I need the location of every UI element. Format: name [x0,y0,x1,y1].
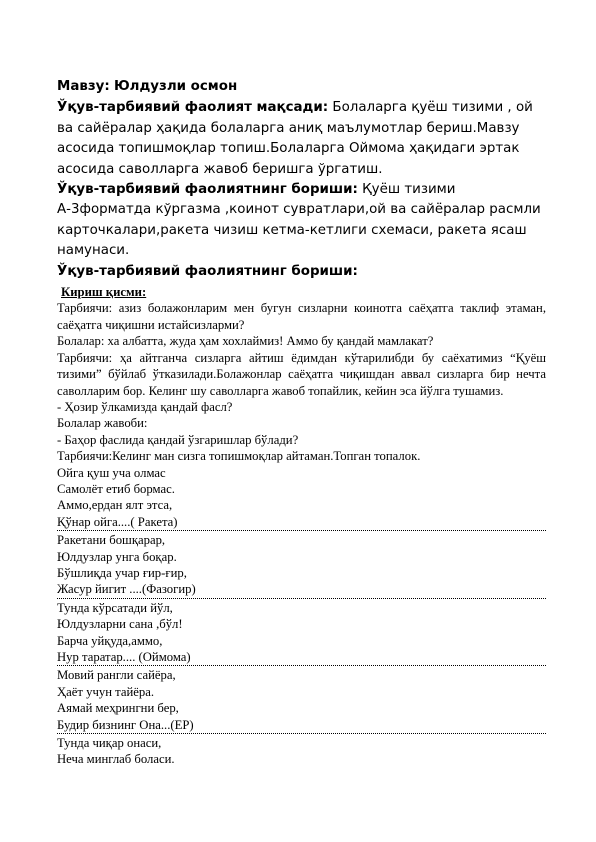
riddle-line: Ҳаёт учун тайёра. [57,684,155,699]
children-answer: Болалар жавоби: [57,416,148,431]
riddle-line: Неча минглаб боласи. [57,752,175,767]
riddle-line: Жасур йигит ....(Фазогир) [57,582,196,597]
goal-label: Ўқув-тарбиявий фаолият мақсади: [57,100,329,116]
riddle-line: Нур таратар.... (Оймома) [57,650,191,664]
riddle-line: Бўшлиқда учар ғир-ғир, [57,565,187,580]
riddle-line: Аммо,ердан ялт этса, [57,498,173,513]
teacher-paragraph-2: Тарбиячи: ҳа айтганча сизларга айтиш ёдимдан кўтарилибди бу саёхатимиз “Қуёш тизими” бўйлаб ўтказилади.Болажонлар саёҳатга чиқишдан аввал сизларга бир нечта саволларим бор. Келинг шу саволларга жавоб топайлик, кейин эса йўлга тушамиз. [57,350,546,398]
riddle-line: Аямай меҳрингни бер, [57,701,179,716]
equipment-line-2: А-3форматда кўргазма ,коинот сувратлари,ой ва сайёралар расмли [57,202,541,218]
riddle-line: Мовий рангли сайёра, [57,668,176,683]
process-heading: Ўқув-тарбиявий фаолиятнинг бориши: [57,263,358,279]
riddle-line: Юлдузларни сана ,бўл! [57,617,183,632]
riddle-line: Будир бизнинг Она...(ЕР) [57,717,194,732]
riddle-line: Самолёт етиб бормас. [57,481,175,496]
goal-line-4: асосида саволларга жавоб беришга ўргатиш. [57,161,383,177]
topic-line [57,77,546,97]
riddle-earth [57,667,546,734]
lesson-header [57,77,546,282]
teacher-paragraph-1: Тарбиячи: азиз болажонларим мен бугун сизларни коинотга саёҳатга таклиф этаман, саёҳатга чиқишни истайсизларми? [57,301,546,332]
goal-line-3: асосида топишмоқлар топиш.Болаларга Оймома ҳақидаги эртак [57,141,520,157]
riddle-line: Ойга қуш уча олмас [57,465,166,480]
question-2: - Баҳор фаслида қандай ўзгаришлар бўлади? [57,432,299,447]
goal-line-2: ва сайёралар ҳақида болаларга аниқ маълумотлар бериш.Мавзу [57,120,520,136]
question-1: - Ҳозир ўлкамизда қандай фасл? [57,399,233,414]
riddle-line: Барча уйқуда,аммо, [57,633,163,648]
riddle-astronaut [57,532,546,599]
lesson-body [57,284,546,768]
topic-label: Мавзу: [57,79,110,94]
children-reply: Болалар: ха албатта, жуда ҳам хохлаймиз! Аммо бу қандай мамлакат? [57,334,434,349]
riddle-line: Ракетани бошқарар, [57,533,166,548]
riddle-line: Юлдузлар унга боқар. [57,549,177,564]
riddle-night [57,735,546,768]
goal-text-1: Болаларга қуёш тизими , ой [328,100,533,116]
riddle-intro: Тарбиячи:Келинг ман сизга топишмоқлар айтаман.Топган топалок. [57,449,421,464]
equipment-line-4: намунаси. [57,243,130,259]
riddle-line: Тунда чиқар онаси, [57,736,162,751]
riddle-line: Қўнар ойга....( Ракета) [57,514,178,529]
equipment-line-1 [57,180,546,200]
equipment-text-1: Қуёш тизими [357,182,456,198]
riddle-moon [57,600,546,667]
riddle-rocket [57,465,546,532]
intro-heading: Кириш қисми: [61,285,147,300]
goal-line-1 [57,98,546,118]
riddle-line: Тунда кўрсатади йўл, [57,600,173,615]
equipment-line-3: карточкалари,ракета чизиш кетма-кетлиги схемаси, ракета ясаш [57,222,527,238]
equipment-label: Ўқув-тарбиявий фаолиятнинг бориши: [57,182,358,198]
topic-value: Юлдузли осмон [113,79,238,94]
